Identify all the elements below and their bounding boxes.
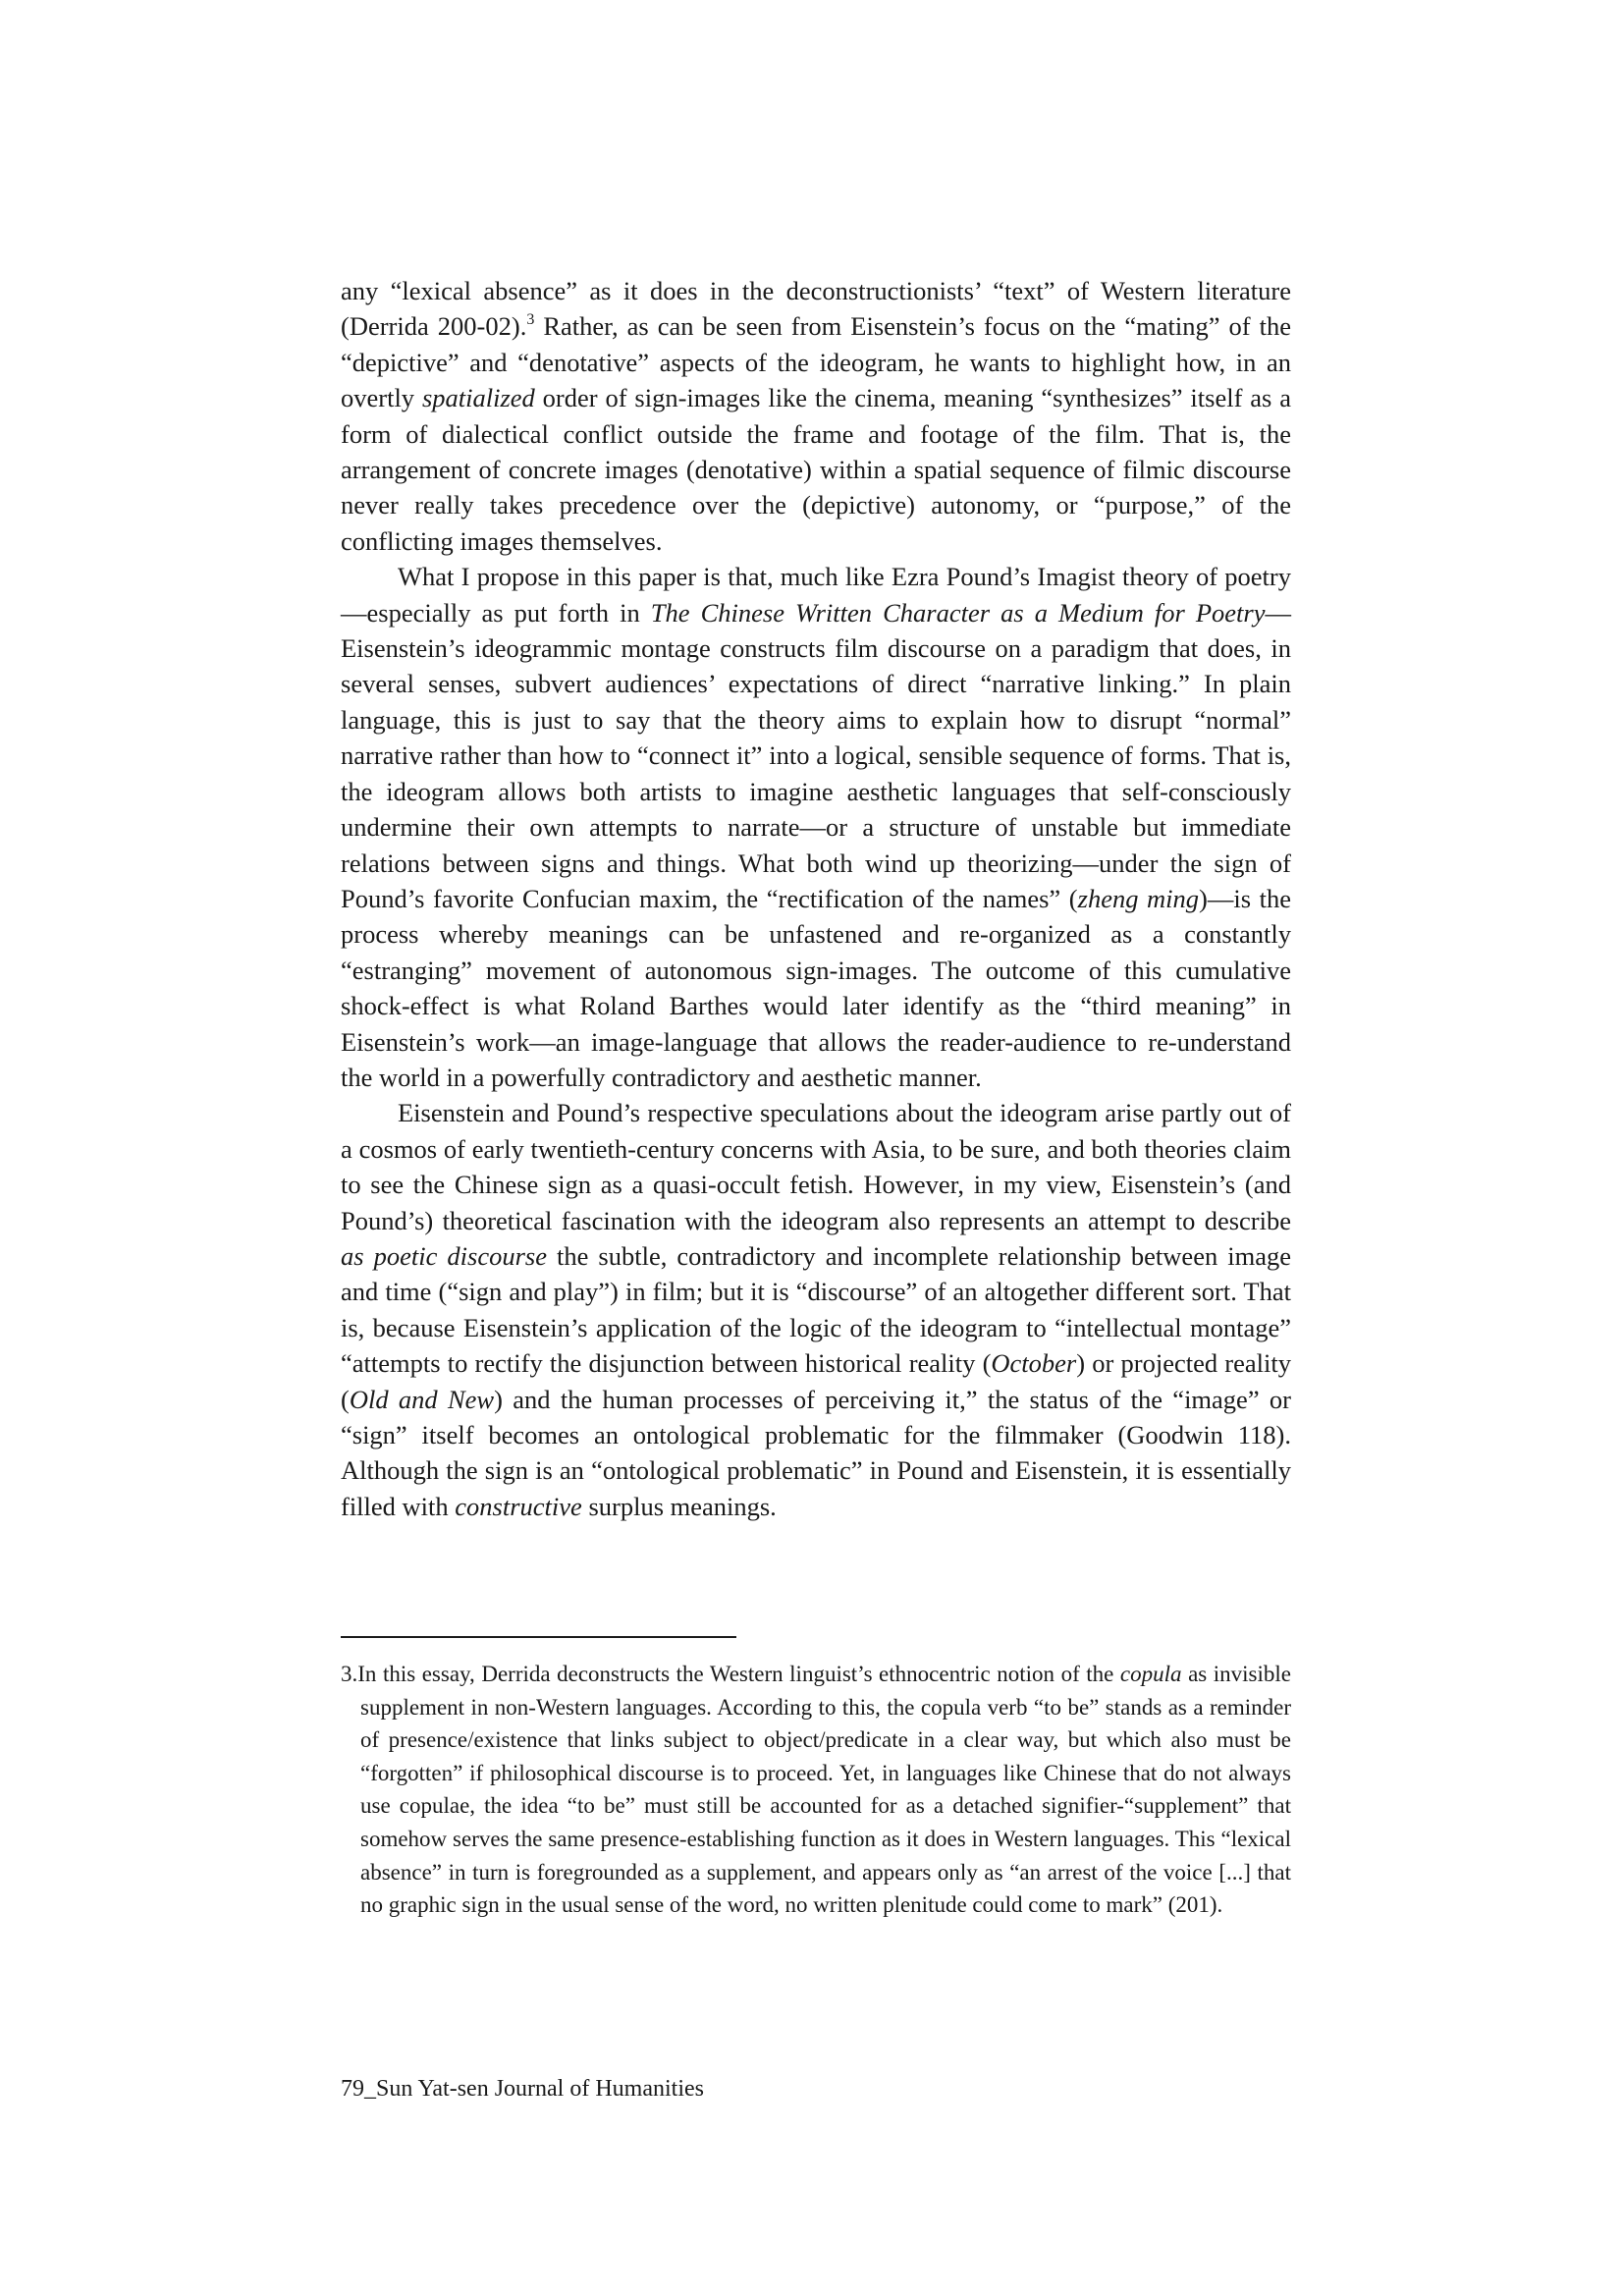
italic-text: as poetic discourse <box>341 1240 547 1271</box>
text-run: 3.In this essay, Derrida deconstructs the Western linguist’s ethnocentric notion of the <box>341 1662 1120 1686</box>
italic-text: October <box>991 1348 1077 1379</box>
text-run: ) or projected reality ( <box>341 1348 1291 1414</box>
text-run: order of sign-images like the cinema, meaning “synthesizes” itself as a form of dialectical conflict outside the frame and footage of the film. That is, the arrangement of concrete images (denotative) within a spatial sequence of filmic discourse never really takes precedence over the (depictive) autonomy, or “purpose,” of the conflicting images themselves. <box>341 383 1291 556</box>
text-run: Eisenstein and Pound’s respective speculations about the ideogram arise partly out of a cosmos of early twentieth-century concerns with Asia, to be sure, and both theories claim to see the Chinese sign as a quasi-occult fetish. However, in my view, Eisenstein’s (and Pound’s) theoretical fascination with the ideogram also represents an attempt to describe <box>341 1098 1291 1235</box>
italic-text: copula <box>1119 1662 1182 1686</box>
text-run: )—is the process whereby meanings can be unfastened and re-organized as a constantly “estranging” movement of autonomous sign-images. The outcome of this cumulative shock-effect is what Roland Barthes would later identify as the “third meaning” in Eisenstein’s work—an image-language that allows the reader-audience to re-understand the world in a powerfully contradictory and aesthetic manner. <box>341 883 1292 1092</box>
paragraph-3 <box>341 1095 1291 1524</box>
text-run: any “lexical absence” as it does in the deconstructionists’ “text” of Western literature (Derrida 200-02). <box>341 276 1291 342</box>
text-run: What I propose in this paper is that, much like Ezra Pound’s Imagist theory of poetry—especially as put forth in <box>341 562 1291 628</box>
text-run: the subtle, contradictory and incomplete relationship between image and time (“sign and play”) in film; but it is “discourse” of an altogether different sort. That is, because Eisenstein’s application of the logic of the ideogram to “intellectual montage” “attempts to rectify the disjunction between historical reality ( <box>341 1240 1291 1379</box>
body-text <box>341 273 1291 1524</box>
footnote-marker: 3 <box>526 310 535 328</box>
italic-text: Old and New <box>349 1384 495 1414</box>
italic-text: zheng ming <box>1077 883 1200 913</box>
footnote-divider <box>341 1636 736 1638</box>
text-run: as invisible supplement in non-Western languages. According to this, the copula verb “to be” stands as a reminder of presence/existence that links subject to object/predicate in a clear way, but which also must be “forgotten” if philosophical discourse is to proceed. Yet, in languages like Chinese that do not always use copulae, the idea “to be” must still be accounted for as a detached signifier-“supplement” that somehow serves the same presence-establishing function as it does in Western languages. This “lexical absence” in turn is foregrounded as a supplement, and appears only as “an arrest of the voice [...] that no graphic sign in the usual sense of the word, no written plenitude could come to mark” (201). <box>360 1662 1291 1918</box>
text-run: Rather, as can be seen from Eisenstein’s focus on the “mating” of the “depictive” and “denotative” aspects of the ideogram, he wants to highlight how, in an overtly <box>341 311 1291 413</box>
text-run: —Eisenstein’s ideogrammic montage constructs film discourse on a paradigm that does, in several senses, subvert audiences’ expectations of direct “narrative linking.” In plain language, this is just to say that the theory aims to explain how to disrupt “normal” narrative rather than how to “connect it” into a logical, sensible sequence of forms. That is, the ideogram allows both artists to imagine aesthetic languages that self-consciously undermine their own attempts to narrate—or a structure of unstable but immediate relations between signs and things. What both wind up theorizing—under the sign of Pound’s favorite Confucian maxim, the “rectification of the names” ( <box>341 597 1291 913</box>
footnote <box>341 1658 1291 1922</box>
footnote-3 <box>341 1658 1291 1922</box>
page-footer: 79_Sun Yat-sen Journal of Humanities <box>341 2076 704 2102</box>
text-run: surplus meanings. <box>581 1491 777 1521</box>
paragraph-1 <box>341 273 1291 559</box>
italic-text: constructive <box>455 1491 582 1521</box>
text-run: ) and the human processes of perceiving it,” the status of the “image” or “sign” itself becomes an ontological problematic for the filmmaker (Goodwin 118). Although the sign is an “ontological problematic” in Pound and Eisenstein, it is essentially filled with <box>341 1384 1291 1521</box>
paragraph-2 <box>341 559 1291 1095</box>
italic-text: The Chinese Written Character as a Medium for Poetry <box>650 597 1266 628</box>
italic-text: spatialized <box>421 383 535 413</box>
